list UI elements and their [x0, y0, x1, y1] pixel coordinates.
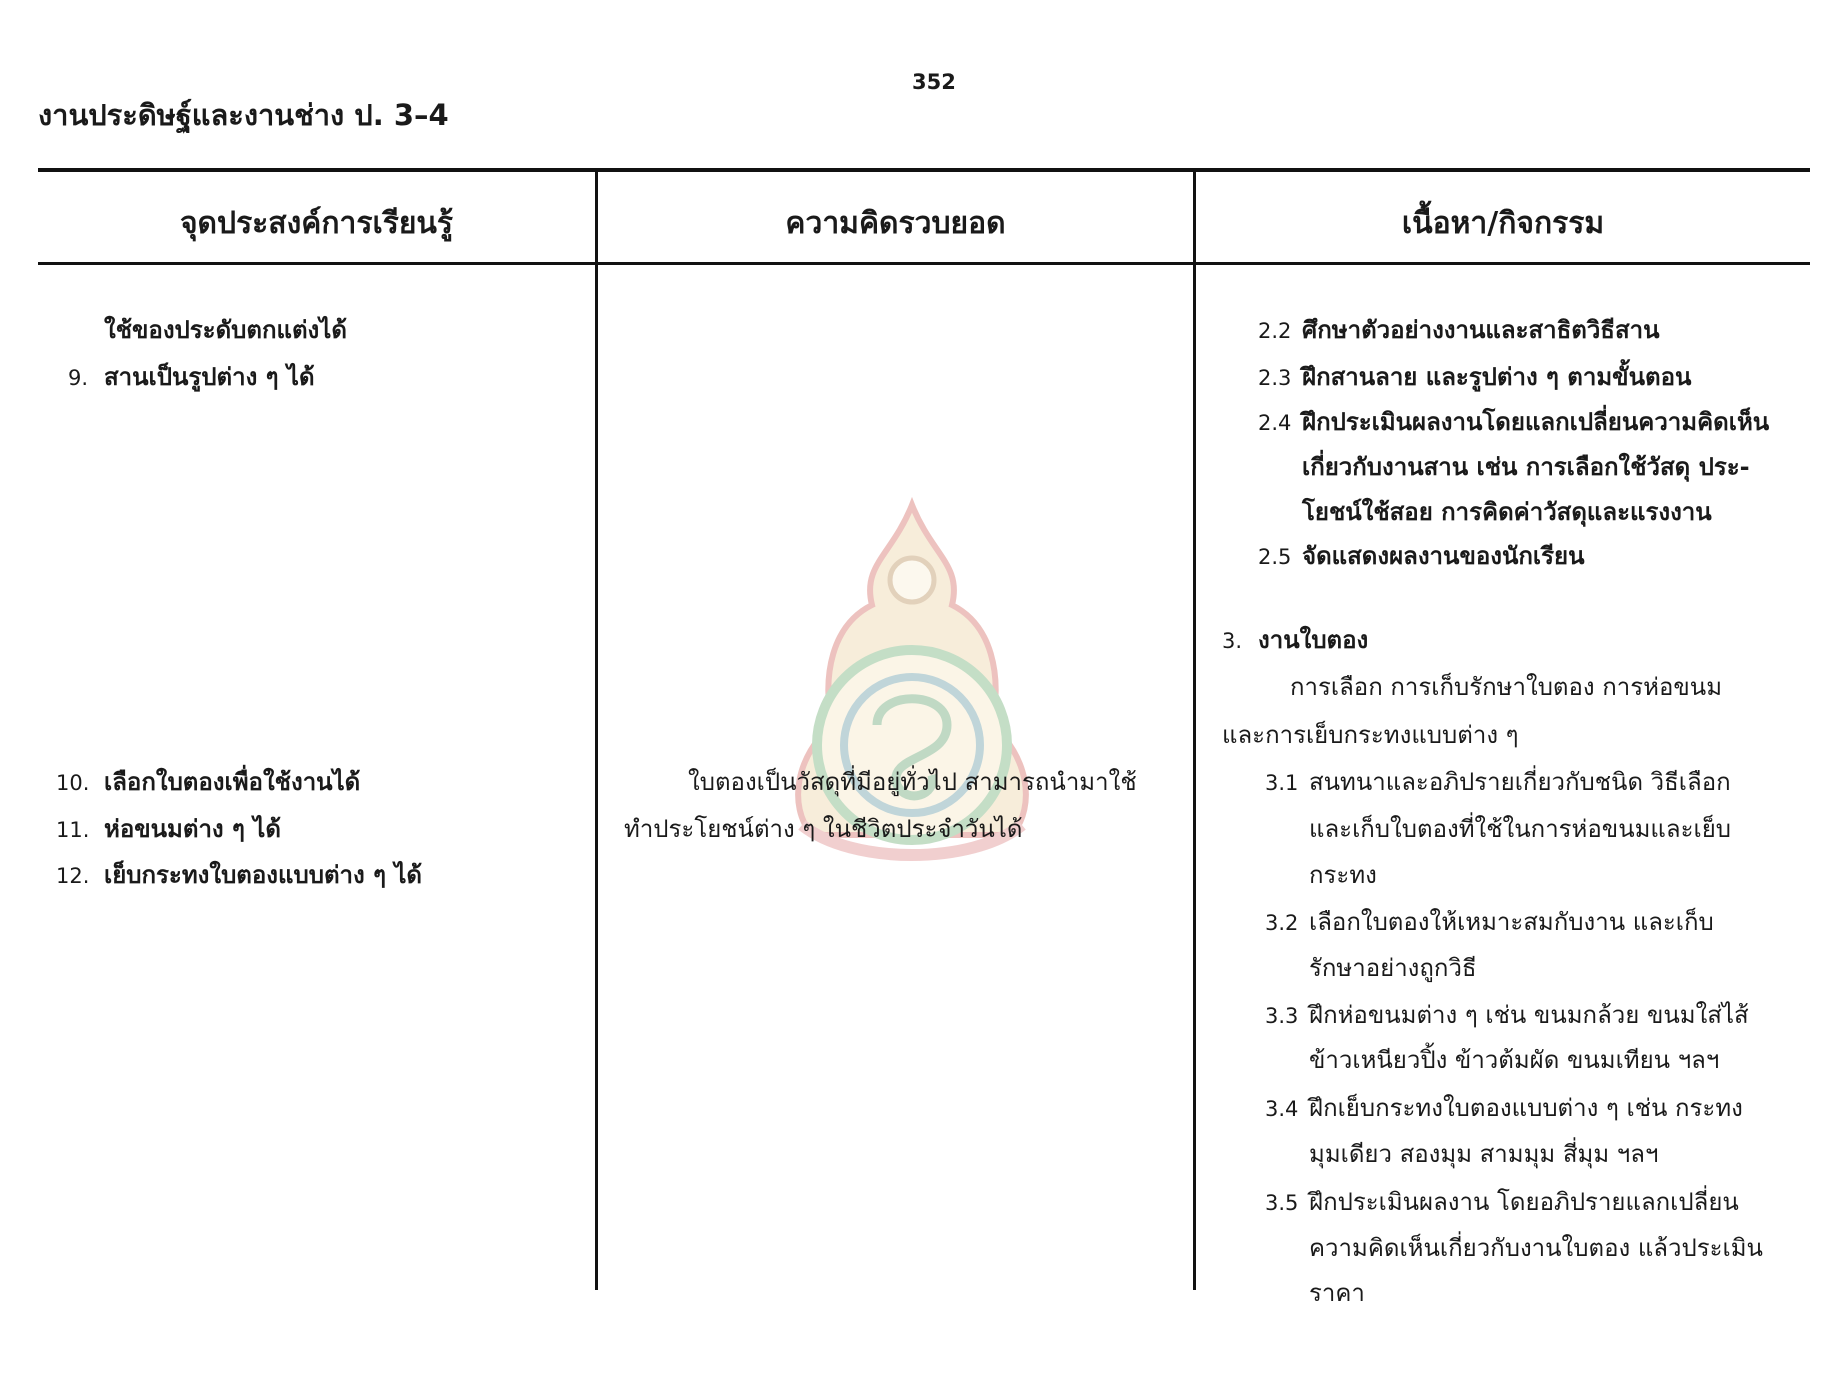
column-header-concept: ความคิดรวบยอด	[785, 206, 1006, 241]
content-item: 2.5 จัดแสดงผลงานของนักเรียน	[1258, 542, 1585, 570]
section-heading: 3. งานใบตอง	[1222, 626, 1369, 654]
content-item-continuation: ความคิดเห็นเกี่ยวกับงานใบตอง แล้วประเมิน	[1309, 1234, 1763, 1262]
section-intro-line: และการเย็บกระทงแบบต่าง ๆ	[1222, 721, 1519, 749]
section-intro-line: การเลือก การเก็บรักษาใบตอง การห่อขนม	[1290, 673, 1723, 701]
content-item-continuation: ข้าวเหนียวปิ้ง ข้าวต้มผัด ขนมเทียน ฯลฯ	[1309, 1046, 1720, 1074]
content-item-continuation: รักษาอย่างถูกวิธี	[1309, 954, 1477, 982]
content-item: 3.1 สนทนาและอภิปรายเกี่ยวกับชนิด วิธีเลือก	[1265, 768, 1731, 796]
column-header-content: เนื้อหา/กิจกรรม	[1401, 206, 1605, 241]
content-item: 2.4 ฝึกประเมินผลงานโดยแลกเปลี่ยนความคิดเห็น	[1258, 408, 1770, 436]
content-item-continuation: กระทง	[1309, 861, 1377, 889]
objective-line: ใช้ของประดับตกแต่งได้	[104, 316, 347, 344]
table-header-rule	[38, 262, 1810, 265]
objective-line: 10. เลือกใบตองเพื่อใช้งานได้	[56, 768, 361, 796]
content-item: 3.3 ฝึกห่อขนมต่าง ๆ เช่น ขนมกล้วย ขนมใส่ไส้	[1265, 1001, 1749, 1029]
objective-line: 11. ห่อขนมต่าง ๆ ได้	[56, 815, 281, 843]
content-item: 2.2 ศึกษาตัวอย่างงานและสาธิตวิธีสาน	[1258, 316, 1660, 344]
objective-line: 12. เย็บกระทงใบตองแบบต่าง ๆ ได้	[56, 861, 422, 889]
content-item-continuation: ราคา	[1309, 1279, 1365, 1307]
concept-line: ทำประโยชน์ต่าง ๆ ในชีวิตประจำวันได้	[624, 815, 1023, 843]
column-header-objectives: จุดประสงค์การเรียนรู้	[179, 206, 454, 241]
document-title: งานประดิษฐ์และงานช่าง ป. 3–4	[38, 98, 449, 132]
content-item: 3.4 ฝึกเย็บกระทงใบตองแบบต่าง ๆ เช่น กระทง	[1265, 1094, 1743, 1122]
objective-line: 9. สานเป็นรูปต่าง ๆ ได้	[68, 363, 315, 391]
content-item: 3.2 เลือกใบตองให้เหมาะสมกับงาน และเก็บ	[1265, 908, 1714, 936]
content-item: 2.3 ฝึกสานลาย และรูปต่าง ๆ ตามขั้นตอน	[1258, 363, 1692, 391]
table-top-rule	[38, 168, 1810, 172]
column-divider-2	[1193, 170, 1196, 1290]
column-divider-1	[595, 170, 598, 1290]
content-item: 3.5 ฝึกประเมินผลงาน โดยอภิปรายแลกเปลี่ยน	[1265, 1188, 1739, 1216]
content-item-continuation: มุมเดียว สองมุม สามมุม สี่มุม ฯลฯ	[1309, 1140, 1659, 1168]
concept-line: ใบตองเป็นวัสดุที่มีอยู่ทั่วไป สามารถนำมาใช้	[688, 768, 1137, 796]
content-item-continuation: และเก็บใบตองที่ใช้ในการห่อขนมและเย็บ	[1309, 815, 1731, 843]
page-number: 352	[912, 70, 956, 94]
content-item-continuation: โยชน์ใช้สอย การคิดค่าวัสดุและแรงงาน	[1302, 498, 1712, 526]
content-item-continuation: เกี่ยวกับงานสาน เช่น การเลือกใช้วัสดุ ประ-	[1302, 453, 1750, 481]
